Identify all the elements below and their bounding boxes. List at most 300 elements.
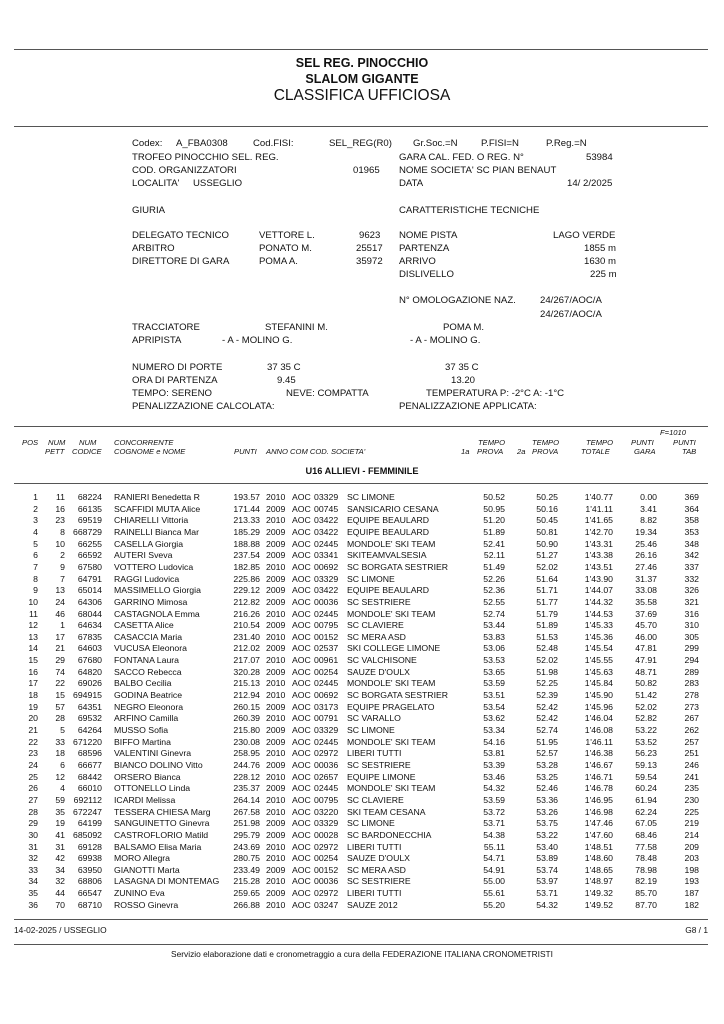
header-gara: GARA	[634, 447, 656, 456]
header-2a: 2a	[517, 447, 526, 456]
cell-com: AOC	[292, 806, 311, 817]
cell-codice: 66677	[77, 759, 102, 770]
cell-gara: 31.37	[635, 573, 657, 584]
category-rule	[14, 483, 708, 484]
cell-pos: 32	[28, 853, 38, 864]
cell-cod: 00795	[314, 620, 339, 631]
cell-tab: 209	[684, 841, 699, 852]
nome-pista-value: LAGO VERDE	[553, 230, 616, 241]
cell-anno: 2010	[266, 794, 286, 805]
cell-prova1: 55.20	[483, 899, 505, 910]
cell-totale: 1'46.11	[585, 736, 613, 747]
cell-societa: EQUIPE BEAULARD	[347, 585, 430, 596]
cell-gara: 33.08	[635, 585, 657, 596]
header-f-value: F=1010	[660, 428, 686, 437]
cell-gara: 77.58	[635, 841, 657, 852]
cell-tab: 251	[684, 748, 699, 759]
cell-punti: 260.15	[233, 701, 260, 712]
cell-prova2: 52.02	[536, 561, 558, 572]
cell-codice: 64264	[77, 725, 102, 735]
cell-pett: 70	[55, 899, 65, 910]
nome-pista-label: NOME PISTA	[399, 230, 458, 241]
cell-societa: LIBERI TUTTI	[347, 841, 402, 852]
cell-prova2: 52.46	[536, 783, 558, 794]
table-row	[0, 643, 724, 654]
table-row	[0, 620, 724, 631]
table-row	[0, 527, 724, 538]
cell-pett: 33	[55, 736, 65, 747]
cell-gara: 25.46	[635, 538, 657, 549]
delegato-num: 9623	[359, 230, 381, 241]
footer-rule	[14, 944, 708, 945]
cell-anno: 2009	[266, 538, 286, 549]
cell-totale: 1'44.32	[584, 596, 613, 607]
cell-prova2: 53.89	[536, 853, 558, 864]
cell-pett: 5	[60, 725, 65, 735]
cell-pos: 29	[28, 818, 38, 829]
cell-prova2: 53.75	[536, 818, 558, 829]
cell-pos: 18	[28, 690, 38, 701]
table-row	[0, 842, 724, 853]
cell-punti: 210.54	[233, 620, 260, 631]
cell-codice: 68710	[77, 899, 102, 910]
cell-societa: EQUIPE LIMONE	[347, 771, 416, 782]
cell-prova2: 51.77	[536, 596, 558, 607]
cell-prova2: 53.71	[536, 888, 558, 899]
cell-anno: 2010	[266, 841, 286, 852]
cell-prova1: 54.16	[483, 736, 505, 747]
cell-pos: 27	[28, 794, 38, 805]
cell-prova1: 51.89	[483, 526, 505, 537]
cell-pett: 22	[55, 678, 65, 689]
cell-tab: 316	[684, 608, 699, 619]
cell-tab: 257	[684, 736, 699, 747]
apripista-2: - A - MOLINO G.	[410, 335, 481, 346]
cell-prova1: 54.91	[483, 864, 505, 875]
cell-societa: SAUZE D'OULX	[347, 666, 410, 677]
cell-anno: 2010	[266, 713, 286, 724]
cell-name: CASTROFLORIO Matild	[114, 829, 209, 840]
cell-totale: 1'40.77	[584, 492, 613, 502]
neve: NEVE: COMPATTA	[286, 388, 369, 399]
cell-anno: 2009	[266, 550, 286, 561]
cell-name: BALBO Cecilia	[114, 678, 172, 689]
cell-pett: 8	[60, 526, 65, 537]
title-rule	[14, 126, 708, 127]
cell-tab: 267	[684, 713, 699, 724]
cell-societa: SC LIMONE	[347, 492, 395, 502]
cell-cod: 03422	[314, 526, 339, 537]
cell-cod: 03220	[314, 806, 339, 817]
cell-codice: 68224	[77, 492, 102, 502]
header-tab: TAB	[682, 447, 697, 456]
cell-prova1: 50.52	[483, 492, 505, 502]
cell-cod: 00692	[314, 690, 339, 701]
header-punti-gara-1: PUNTI	[631, 438, 654, 447]
table-row	[0, 888, 724, 899]
cell-prova2: 53.22	[536, 829, 558, 840]
cell-name: RAINELLI Bianca Mar	[114, 526, 199, 537]
table-row	[0, 609, 724, 620]
cell-pos: 31	[28, 841, 38, 852]
cell-totale: 1'48.51	[584, 841, 613, 852]
cell-name: BALSAMO Elisa Maria	[114, 841, 202, 852]
cell-prova1: 53.71	[483, 818, 505, 829]
cell-cod: 03329	[314, 573, 339, 584]
cell-com: AOC	[292, 492, 311, 502]
cell-anno: 2009	[266, 620, 286, 631]
cell-name: SACCO Rebecca	[114, 666, 182, 677]
cell-name: OTTONELLO Linda	[114, 783, 191, 794]
cell-prova2: 53.40	[536, 841, 558, 852]
cell-cod: 00152	[314, 864, 339, 875]
cell-tab: 182	[684, 899, 699, 910]
cell-com: AOC	[292, 748, 311, 759]
cell-punti: 231.40	[233, 631, 260, 642]
cell-pett: 21	[55, 643, 65, 654]
direttore-name: POMA A.	[259, 256, 298, 267]
cell-prova2: 52.02	[536, 655, 558, 666]
cell-codice: 668729	[73, 526, 102, 537]
table-row	[0, 585, 724, 596]
cell-societa: SC SESTRIERE	[347, 876, 411, 887]
cell-gara: 68.46	[635, 829, 657, 840]
cell-gara: 47.81	[635, 643, 657, 654]
cell-codice: 68044	[77, 608, 102, 619]
cell-com: AOC	[292, 690, 311, 701]
cell-pos: 21	[28, 725, 38, 735]
cell-com: AOC	[292, 561, 311, 572]
cell-pos: 23	[28, 748, 38, 759]
cell-codice: 64199	[77, 818, 102, 829]
cell-name: LASAGNA DI MONTEMAG	[114, 876, 220, 887]
cell-societa: EQUIPE PRAGELATO	[347, 701, 435, 712]
cell-pos: 33	[28, 864, 38, 875]
cell-punti: 259.65	[233, 888, 260, 899]
cell-punti: 258.95	[233, 748, 260, 759]
cell-anno: 2009	[266, 864, 286, 875]
cell-gara: 53.52	[635, 736, 657, 747]
cell-societa: SC BORGATA SESTRIER	[347, 561, 449, 572]
cell-pos: 10	[28, 596, 38, 607]
cell-tab: 326	[684, 585, 699, 596]
cell-tab: 278	[684, 690, 699, 701]
cell-prova2: 51.53	[536, 631, 558, 642]
cell-pett: 11	[55, 492, 65, 502]
cell-pett: 4	[60, 783, 65, 794]
arrivo-label: ARRIVO	[399, 256, 436, 267]
cell-societa: SC LIMONE	[347, 573, 395, 584]
cell-prova2: 53.97	[536, 876, 558, 887]
cell-gara: 0.00	[640, 492, 657, 502]
table-row	[0, 597, 724, 608]
cell-codice: 69128	[77, 841, 102, 852]
cell-tab: 305	[684, 631, 699, 642]
codfisi-label: Cod.FISI:	[253, 138, 294, 149]
title-classification: CLASSIFICA UFFICIOSA	[273, 87, 451, 104]
cell-pett: 10	[55, 538, 65, 549]
header-punti: PUNTI	[234, 447, 257, 456]
cell-codice: 69519	[77, 515, 102, 526]
cell-totale: 1'46.95	[584, 794, 613, 805]
cell-anno: 2009	[266, 643, 286, 654]
table-row	[0, 515, 724, 526]
cell-name: CASTAGNOLA Emma	[114, 608, 200, 619]
cell-pett: 7	[60, 573, 65, 584]
cell-prova2: 50.16	[536, 503, 558, 514]
cell-com: AOC	[292, 678, 311, 689]
cell-prova1: 51.20	[483, 515, 505, 526]
cell-gara: 87.70	[635, 899, 657, 910]
table-row	[0, 748, 724, 759]
cell-prova1: 55.00	[483, 876, 505, 887]
cell-societa: MONDOLE' SKI TEAM	[347, 608, 436, 619]
cell-name: CASELLA Giorgia	[114, 538, 184, 549]
table-row	[0, 772, 724, 783]
cell-cod: 03341	[314, 550, 339, 561]
table-row	[0, 818, 724, 829]
cell-gara: 59.54	[635, 771, 657, 782]
cell-totale: 1'47.60	[584, 829, 613, 840]
top-rule	[14, 49, 708, 50]
apripista-1: - A - MOLINO G.	[222, 335, 293, 346]
cell-codice: 68596	[77, 748, 102, 759]
cell-pett: 42	[55, 853, 65, 864]
table-row	[0, 550, 724, 561]
cell-name: AUTERI Sveva	[114, 550, 173, 561]
cell-name: ORSERO Bianca	[114, 771, 181, 782]
cell-societa: SKITEAMVALSESIA	[347, 550, 427, 561]
cell-tab: 219	[684, 818, 699, 829]
cell-name: ICARDI Melissa	[114, 794, 176, 805]
cell-prova2: 54.32	[536, 899, 558, 910]
cell-name: MORO Allegra	[114, 853, 171, 864]
cell-prova2: 51.64	[536, 573, 558, 584]
cell-pos: 26	[28, 783, 38, 794]
cell-prova2: 50.45	[536, 515, 558, 526]
cell-cod: 02445	[314, 678, 339, 689]
tracciatore-2: POMA M.	[443, 322, 485, 333]
cell-prova1: 54.71	[483, 853, 505, 864]
cell-name: SCAFFIDI MUTA Alice	[114, 503, 201, 514]
cell-punti: 215.80	[233, 725, 260, 735]
cell-name: ROSSO Ginevra	[114, 899, 179, 910]
cell-pos: 3	[33, 515, 38, 526]
cell-prova2: 53.28	[536, 759, 558, 770]
cell-prova1: 52.26	[483, 573, 505, 584]
cell-prova1: 53.62	[483, 713, 505, 724]
cell-prova2: 50.90	[536, 538, 558, 549]
cell-punti: 320.28	[233, 666, 260, 677]
cell-pos: 35	[28, 888, 38, 899]
cell-tab: 230	[684, 794, 699, 805]
cell-pett: 32	[55, 876, 65, 887]
cell-prova1: 52.41	[483, 538, 505, 549]
cell-pos: 6	[33, 550, 38, 561]
header-tempo-3: TEMPO	[586, 438, 614, 447]
cell-com: AOC	[292, 818, 311, 829]
cell-tab: 198	[684, 864, 699, 875]
cell-totale: 1'45.90	[584, 690, 613, 701]
cell-societa: LIBERI TUTTI	[347, 748, 402, 759]
cell-name: GODINA Beatrice	[114, 690, 183, 701]
cell-prova1: 50.95	[483, 503, 505, 514]
cell-name: MUSSO Sofia	[114, 725, 169, 735]
cell-anno: 2009	[266, 759, 286, 770]
cell-pos: 36	[28, 899, 38, 910]
cell-tab: 353	[684, 526, 699, 537]
cell-prova1: 53.53	[483, 655, 505, 666]
cell-anno: 2009	[266, 585, 286, 596]
cell-prova1: 53.59	[483, 794, 505, 805]
cell-com: AOC	[292, 841, 311, 852]
cell-codice: 65014	[77, 585, 102, 596]
cell-punti: 230.08	[233, 736, 260, 747]
cell-gara: 35.58	[635, 596, 657, 607]
cell-prova2: 53.74	[536, 864, 558, 875]
cell-punti: 171.44	[233, 503, 260, 514]
cell-pos: 24	[28, 759, 38, 770]
table-row	[0, 702, 724, 713]
table-row	[0, 853, 724, 864]
cell-gara: 48.71	[635, 666, 657, 677]
cell-punti: 212.94	[233, 690, 260, 701]
table-row	[0, 900, 724, 911]
cell-com: AOC	[292, 759, 311, 770]
table-row	[0, 760, 724, 771]
cell-tab: 225	[684, 806, 699, 817]
cell-societa: SC VARALLO	[347, 713, 401, 724]
cell-prova1: 53.59	[483, 678, 505, 689]
cell-tab: 348	[684, 538, 699, 549]
cell-pett: 41	[55, 829, 65, 840]
cell-totale: 1'48.97	[584, 876, 613, 887]
table-row	[0, 678, 724, 689]
cell-societa: SC VALCHISONE	[347, 655, 417, 666]
cell-pett: 15	[55, 690, 65, 701]
table-row	[0, 655, 724, 666]
giuria-heading: GIURIA	[132, 205, 166, 216]
cell-anno: 2009	[266, 725, 286, 735]
cell-gara: 50.82	[635, 678, 657, 689]
cell-com: AOC	[292, 899, 311, 910]
cell-prova2: 53.25	[536, 771, 558, 782]
cell-societa: SC BARDONECCHIA	[347, 829, 432, 840]
cell-pett: 2	[60, 550, 65, 561]
cell-anno: 2010	[266, 806, 286, 817]
cell-com: AOC	[292, 736, 311, 747]
cell-prova1: 52.11	[483, 550, 505, 561]
cell-totale: 1'46.98	[584, 806, 613, 817]
cell-anno: 2010	[266, 690, 286, 701]
cell-anno: 2010	[266, 631, 286, 642]
porte-2: 37 35 C	[445, 362, 479, 373]
table-bottom-rule	[14, 919, 708, 920]
cell-anno: 2009	[266, 526, 286, 537]
header-prova-2: PROVA	[532, 447, 559, 456]
cell-tab: 332	[684, 573, 699, 584]
cell-pos: 7	[33, 561, 38, 572]
cell-name: SANGUINETTO Ginevra	[114, 818, 210, 829]
cell-punti: 193.57	[233, 492, 260, 502]
cell-com: AOC	[292, 771, 311, 782]
table-row	[0, 783, 724, 794]
cell-tab: 364	[684, 503, 699, 514]
cell-cod: 02972	[314, 748, 339, 759]
cell-prova1: 53.51	[483, 690, 505, 701]
cell-pett: 28	[55, 713, 65, 724]
cell-cod: 00152	[314, 631, 339, 642]
cell-punti: 267.58	[233, 806, 260, 817]
cell-name: NEGRO Eleonora	[114, 701, 184, 712]
cell-societa: MONDOLE' SKI TEAM	[347, 678, 436, 689]
cell-totale: 1'48.65	[584, 864, 613, 875]
cell-codice: 69532	[77, 713, 102, 724]
cell-anno: 2010	[266, 771, 286, 782]
cell-pos: 11	[28, 608, 38, 619]
codfisi-value: SEL_REG(R0)	[329, 138, 392, 149]
cell-anno: 2010	[266, 561, 286, 572]
cell-name: VALENTINI Ginevra	[114, 748, 192, 759]
cell-anno: 2010	[266, 876, 286, 887]
arbitro-num: 25517	[356, 243, 383, 254]
cell-com: AOC	[292, 794, 311, 805]
cell-prova2: 52.57	[536, 748, 558, 759]
cell-totale: 1'46.67	[584, 759, 613, 770]
cell-pos: 34	[28, 876, 38, 887]
cell-totale: 1'46.71	[584, 771, 613, 782]
cell-prova1: 53.81	[483, 748, 505, 759]
cell-com: AOC	[292, 538, 311, 549]
cell-gara: 26.16	[635, 550, 657, 561]
cell-totale: 1'45.96	[584, 701, 613, 712]
ora-1: 9.45	[277, 375, 296, 386]
header-pett: PETT	[45, 447, 65, 456]
cell-societa: SAUZE 2012	[347, 899, 398, 910]
cell-totale: 1'45.33	[584, 620, 613, 631]
cell-punti: 251.98	[233, 818, 260, 829]
cell-punti: 212.82	[233, 596, 260, 607]
cell-pett: 29	[55, 655, 65, 666]
data-value: 14/ 2/2025	[567, 178, 613, 189]
cell-tab: 187	[684, 888, 699, 899]
cell-anno: 2009	[266, 818, 286, 829]
cell-prova2: 52.42	[536, 701, 558, 712]
tempo-meteo: TEMPO: SERENO	[132, 388, 212, 399]
cell-prova2: 51.98	[536, 666, 558, 677]
localita-value: USSEGLIO	[193, 178, 243, 189]
cell-tab: 203	[684, 853, 699, 864]
cell-punti: 215.28	[233, 876, 260, 887]
cell-cod: 02445	[314, 783, 339, 794]
cell-name: CASACCIA Maria	[114, 631, 183, 642]
cell-prova1: 55.11	[483, 841, 505, 852]
cell-gara: 51.42	[635, 690, 657, 701]
cell-name: TESSERA CHIESA Marg	[114, 806, 211, 817]
cell-gara: 52.82	[635, 713, 657, 724]
cell-societa: SC CLAVIERE	[347, 620, 404, 631]
cell-cod: 03173	[314, 701, 339, 712]
arbitro-label: ARBITRO	[132, 243, 175, 254]
temperatura: TEMPERATURA P: -2°C A: -1°C	[426, 388, 565, 399]
tracciatore-1: STEFANINI M.	[265, 322, 328, 333]
cell-name: BIFFO Martina	[114, 736, 171, 747]
cell-prova1: 53.54	[483, 701, 505, 712]
cell-anno: 2010	[266, 678, 286, 689]
cell-com: AOC	[292, 783, 311, 794]
cell-gara: 78.48	[635, 853, 657, 864]
cell-name: VUCUSA Eleonora	[114, 643, 187, 654]
